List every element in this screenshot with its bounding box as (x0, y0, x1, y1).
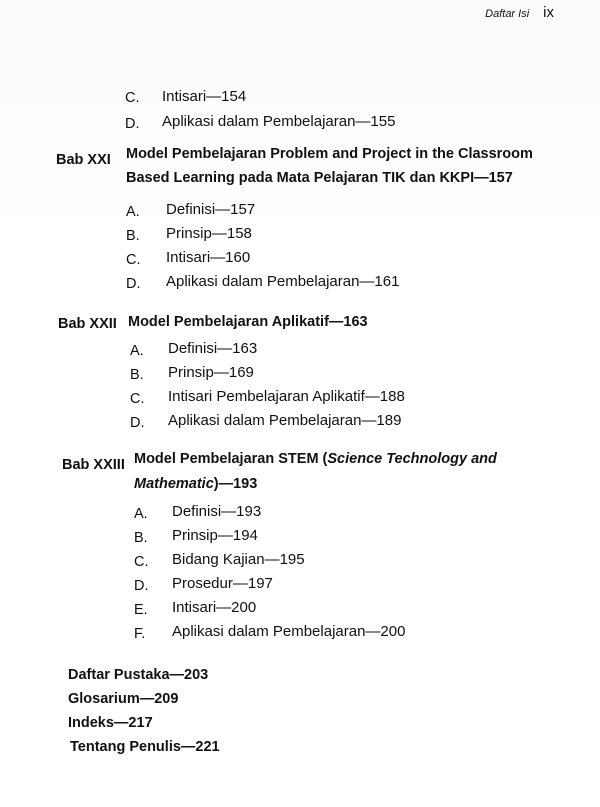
toc-entry[interactable]: Definisi—193 (172, 503, 262, 520)
chapter-label: Bab XXI (56, 152, 111, 168)
chapter-title[interactable]: Model Pembelajaran Problem and Project in the Classroom (126, 146, 533, 162)
toc-entry[interactable]: Intisari—154 (162, 88, 247, 105)
item-letter: C. (134, 554, 149, 570)
toc-entry[interactable]: Definisi—163 (168, 340, 258, 357)
chapter-title-prefix: Model Pembelajaran STEM ( (134, 451, 328, 467)
toc-entry[interactable]: Aplikasi dalam Pembelajaran—200 (172, 623, 406, 640)
chapter-title-italic: Mathematic (134, 476, 214, 492)
item-letter: A. (134, 506, 148, 522)
chapter-title[interactable] (134, 451, 497, 467)
toc-entry[interactable]: Definisi—157 (166, 201, 256, 218)
toc-entry[interactable]: Prinsip—158 (166, 225, 252, 242)
toc-entry[interactable]: Aplikasi dalam Pembelajaran—161 (166, 273, 400, 290)
item-letter: A. (130, 343, 144, 359)
chapter-label: Bab XXIII (62, 457, 125, 473)
item-letter: D. (130, 415, 145, 431)
item-letter: A. (126, 204, 140, 220)
toc-entry[interactable]: Prinsip—169 (168, 364, 254, 381)
back-matter-entry[interactable]: Glosarium—209 (68, 691, 179, 707)
toc-entry[interactable]: Intisari Pembelajaran Aplikatif—188 (168, 388, 405, 405)
item-letter: C. (125, 90, 140, 106)
toc-entry[interactable]: Bidang Kajian—195 (172, 551, 305, 568)
item-letter: B. (130, 367, 144, 383)
item-letter: D. (126, 276, 141, 292)
toc-entry[interactable]: Aplikasi dalam Pembelajaran—155 (162, 113, 396, 130)
running-header (485, 4, 554, 21)
section-name: Daftar Isi (485, 8, 530, 20)
chapter-title-cont[interactable]: Based Learning pada Mata Pelajaran TIK dan KKPI—157 (126, 170, 513, 186)
item-letter: B. (134, 530, 148, 546)
toc-entry[interactable]: Prinsip—194 (172, 527, 258, 544)
item-letter: E. (134, 602, 148, 618)
item-letter: C. (126, 252, 141, 268)
chapter-title-suffix: )—193 (213, 476, 258, 492)
item-letter: D. (125, 116, 140, 132)
toc-entry[interactable]: Prosedur—197 (172, 575, 273, 592)
chapter-title[interactable]: Model Pembelajaran Aplikatif—163 (128, 314, 368, 330)
item-letter: D. (134, 578, 149, 594)
toc-entry[interactable]: Intisari—200 (172, 599, 257, 616)
chapter-label: Bab XXII (58, 316, 117, 332)
back-matter-entry[interactable]: Daftar Pustaka—203 (68, 667, 209, 683)
back-matter-entry[interactable]: Tentang Penulis—221 (70, 739, 220, 755)
toc-entry[interactable]: Intisari—160 (166, 249, 251, 266)
chapter-title-cont[interactable] (134, 476, 257, 492)
back-matter-entry[interactable]: Indeks—217 (68, 715, 153, 731)
chapter-title-italic: Science Technology and (327, 451, 497, 467)
item-letter: B. (126, 228, 140, 244)
item-letter: F. (134, 626, 146, 642)
toc-entry[interactable]: Aplikasi dalam Pembelajaran—189 (168, 412, 402, 429)
item-letter: C. (130, 391, 145, 407)
page-number: ix (543, 4, 554, 21)
